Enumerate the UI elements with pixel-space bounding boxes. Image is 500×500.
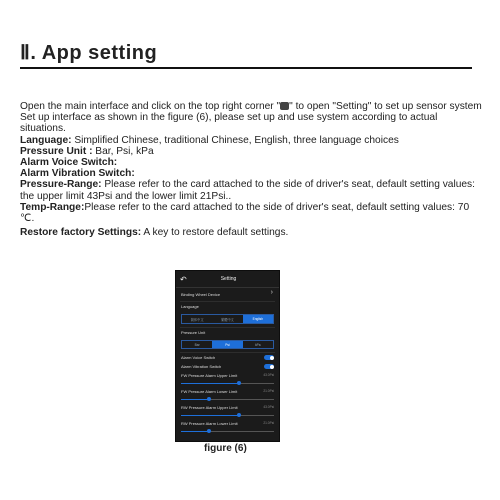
section-heading: Ⅱ. App setting	[20, 42, 158, 64]
setting-icon	[280, 102, 289, 110]
alarm-vibration-label: Alarm Vibration Switch:	[20, 168, 135, 180]
slider-fill	[181, 415, 239, 416]
phone-title: Setting	[220, 276, 237, 282]
slider-handle[interactable]	[207, 397, 211, 401]
language-option[interactable]: 简体中文	[190, 317, 204, 322]
language-option[interactable]: 繁體中文	[221, 317, 234, 322]
pressure-unit-text: Bar, Psi, kPa	[92, 145, 154, 157]
language-label: Language:	[20, 134, 72, 146]
pressure-range-label: Pressure-Range:	[20, 179, 102, 191]
alarm-voice-row	[176, 353, 279, 362]
restore-text: A key to restore default settings.	[141, 227, 289, 239]
chevron-right-icon: ›	[270, 289, 273, 296]
language-selector[interactable]	[181, 314, 274, 324]
pressure-limit-label: FW Pressure Alarm Upper Limit	[181, 373, 238, 378]
pressure-limit-slider[interactable]	[181, 397, 274, 401]
binding-row[interactable]	[176, 288, 279, 301]
unit-selector[interactable]	[181, 340, 274, 349]
figure-caption: figure (6)	[204, 443, 247, 454]
alarm-vibration-row	[176, 362, 279, 371]
alarm-vibration-switch-label: Alarm Vibration Switch	[181, 364, 222, 369]
back-icon[interactable]: ↶	[180, 274, 187, 284]
pressure-limit-value: 21.0Psi	[263, 421, 274, 425]
restore-label: Restore factory Settings:	[20, 227, 142, 239]
alarm-voice-line	[20, 157, 482, 168]
pressure-range-text: Please refer to the card attached to the side of driver's seat, default setting values: the upper limit 43Psi and the lower limit 21Psi..	[20, 179, 475, 202]
setting-screenshot	[175, 270, 280, 442]
slider-handle[interactable]	[207, 429, 211, 433]
pressure-unit-section-label: Pressure Unit	[181, 330, 206, 335]
pressure-unit-section	[176, 328, 279, 337]
slider-fill	[181, 383, 239, 384]
alarm-vibration-line	[20, 168, 482, 179]
temp-range-text: Please refer to the card attached to the side of driver's seat, default setting values: 70 ℃.	[20, 201, 470, 225]
language-section-label: Language	[181, 304, 199, 309]
binding-label: Binding Wheel Device	[181, 292, 221, 297]
pressure-limit-row	[176, 371, 279, 380]
alarm-vibration-toggle[interactable]	[264, 364, 274, 369]
pressure-limit-label: FW Pressure Alarm Lower Limit	[181, 389, 238, 394]
slider-fill	[181, 431, 209, 432]
paragraph-open-setting	[20, 101, 482, 112]
slider-handle[interactable]	[237, 413, 241, 417]
pressure-limit-row	[176, 419, 279, 428]
heading-rule	[20, 67, 472, 69]
slider-handle[interactable]	[237, 381, 241, 385]
phone-header	[176, 271, 279, 288]
temp-range-line	[20, 202, 482, 224]
alarm-voice-switch-label: Alarm Voice Switch	[181, 355, 216, 360]
language-option[interactable]: English	[243, 315, 273, 323]
pressure-unit-label: Pressure Unit :	[20, 145, 93, 157]
pressure-unit-line	[20, 146, 482, 157]
paragraph-setup: Set up interface as shown in the figure (6), please set up and use system according to actual situations.	[20, 112, 438, 135]
slider-fill	[181, 399, 209, 400]
restore-line	[20, 227, 482, 238]
pressure-limit-slider[interactable]	[181, 413, 274, 417]
pressure-limit-row	[176, 403, 279, 412]
pressure-range-line	[20, 179, 482, 201]
pressure-limit-value: 43.0Psi	[263, 405, 274, 409]
pressure-limit-value: 21.0Psi	[263, 389, 274, 393]
language-section	[176, 302, 279, 311]
unit-option[interactable]: kPa	[255, 342, 261, 347]
p1b-text: " to open "Setting" to set up sensor system	[289, 101, 482, 112]
language-text: Simplified Chinese, traditional Chinese, English, three language choices	[71, 134, 399, 146]
pressure-limit-slider[interactable]	[181, 429, 274, 433]
instructions-text	[20, 101, 482, 238]
temp-range-label: Temp-Range:	[20, 201, 85, 213]
pressure-slider-list	[176, 371, 279, 433]
p1a-text: Open the main interface and click on the top right corner "	[20, 101, 281, 112]
language-line	[20, 135, 482, 146]
pressure-limit-label: RW Pressure Alarm Upper Limit	[181, 405, 238, 410]
pressure-limit-label: RW Pressure Alarm Lower Limit	[181, 421, 238, 426]
pressure-limit-row	[176, 387, 279, 396]
alarm-voice-toggle[interactable]	[264, 355, 274, 360]
unit-option[interactable]: Bar	[194, 342, 200, 347]
pressure-limit-slider[interactable]	[181, 381, 274, 385]
pressure-limit-value: 43.0Psi	[263, 373, 274, 377]
alarm-voice-label: Alarm Voice Switch:	[20, 157, 118, 169]
unit-option[interactable]: Psi	[212, 341, 242, 348]
